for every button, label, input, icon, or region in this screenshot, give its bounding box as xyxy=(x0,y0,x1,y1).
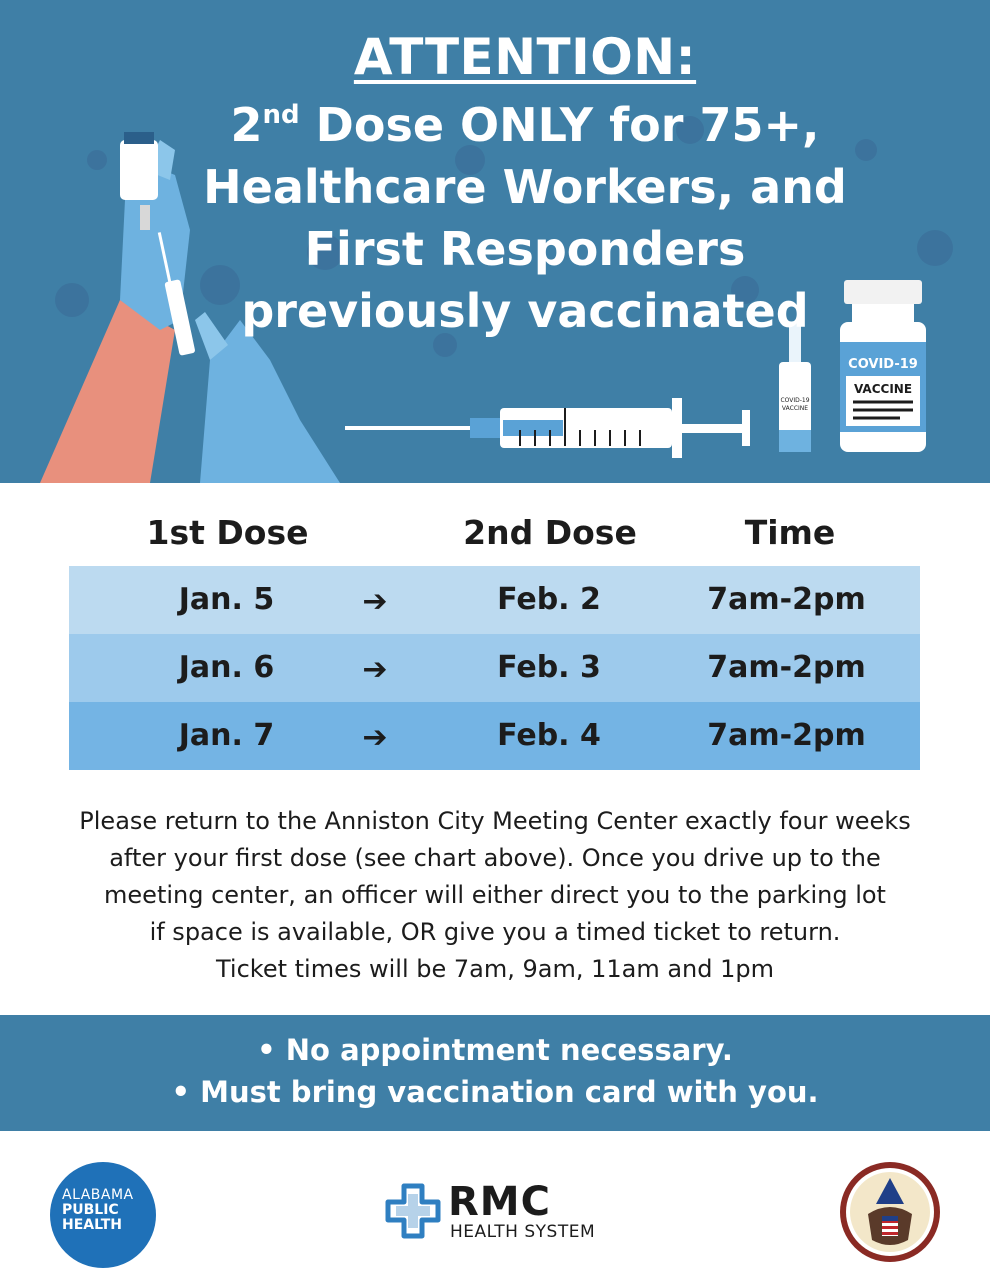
headline-line-4: previously vaccinated xyxy=(241,284,809,338)
attention-heading: ATTENTION: xyxy=(353,28,697,86)
alabama-public-health-logo: ALABAMA PUBLIC HEALTH xyxy=(50,1162,156,1268)
first-dose-date: Jan. 6 xyxy=(178,650,275,685)
col-second-dose: 2nd Dose xyxy=(463,513,637,552)
table-row xyxy=(69,702,920,770)
schedule-header xyxy=(0,513,990,563)
second-dose-date: Feb. 2 xyxy=(497,582,601,617)
large-vial-label-2: VACCINE xyxy=(853,382,913,396)
time-range: 7am-2pm xyxy=(707,718,866,753)
small-vial-label-1: COVID-19 xyxy=(780,397,810,404)
hero-text xyxy=(0,28,990,342)
schedule-table xyxy=(69,566,920,770)
time-range: 7am-2pm xyxy=(707,582,866,617)
instruction-line: after your first dose (see chart above). Once you drive up to the xyxy=(109,844,881,872)
note-no-appointment: • No appointment necessary. xyxy=(257,1033,733,1067)
arrow-icon: ➔ xyxy=(362,584,388,619)
second-dose-date: Feb. 4 xyxy=(497,718,601,753)
table-row xyxy=(69,634,920,702)
arrow-icon: ➔ xyxy=(362,652,388,687)
note-bring-card: • Must bring vaccination card with you. xyxy=(171,1075,819,1109)
instruction-line: meeting center, an officer will either direct you to the parking lot xyxy=(104,881,886,909)
rmc-cross-icon xyxy=(384,1182,442,1240)
first-dose-date: Jan. 7 xyxy=(178,718,275,753)
first-dose-date: Jan. 5 xyxy=(178,582,275,617)
rmc-health-system-logo xyxy=(384,1179,604,1242)
headline-line-2: Healthcare Workers, and xyxy=(203,160,847,214)
headline-line-3: First Responders xyxy=(304,222,746,276)
instruction-line: Please return to the Anniston City Meeting Center exactly four weeks xyxy=(79,807,911,835)
headline-line-1: 2nd Dose ONLY for 75+, xyxy=(230,98,820,152)
arrow-icon: ➔ xyxy=(362,720,388,755)
instruction-line: Ticket times will be 7am, 9am, 11am and 1pm xyxy=(215,955,775,983)
small-vial-label-2: VACCINE xyxy=(781,405,809,412)
rmc-name: RMC xyxy=(448,1179,551,1225)
return-instructions xyxy=(40,803,950,988)
hero-banner xyxy=(0,0,990,483)
second-dose-date: Feb. 3 xyxy=(497,650,601,685)
col-time: Time xyxy=(744,513,836,552)
time-range: 7am-2pm xyxy=(707,650,866,685)
col-first-dose: 1st Dose xyxy=(146,513,309,552)
large-vial-label-1: COVID-19 xyxy=(848,357,918,372)
headline xyxy=(60,94,990,342)
instruction-line: if space is available, OR give you a timed ticket to return. xyxy=(149,918,841,946)
notes-band xyxy=(0,1015,990,1131)
calhoun-county-ema-seal xyxy=(838,1160,942,1264)
rmc-subtitle: HEALTH SYSTEM xyxy=(450,1222,596,1242)
table-row xyxy=(69,566,920,634)
